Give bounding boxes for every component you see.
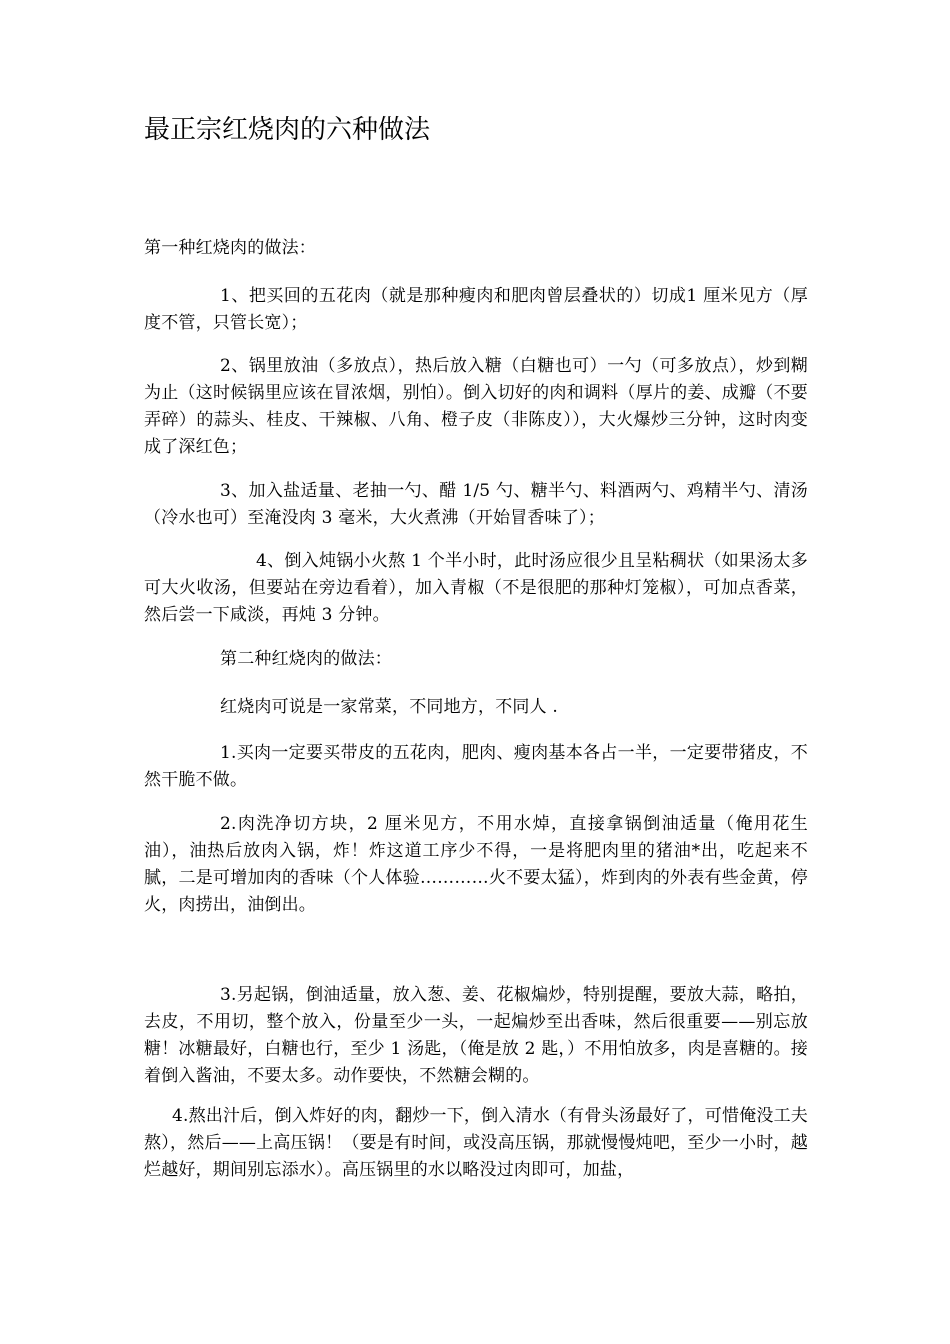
- paragraph-m2-step-3: 3.另起锅，倒油适量，放入葱、姜、花椒煸炒，特别提醒，要放大蒜，略拍，去皮，不用切，整个放入，份量至少一头，一起煸炒至出香味，然后很重要——别忘放糖！冰糖最好，白糖也行，至少 1 汤匙，（俺是放 2 匙，）不用怕放多，肉是喜糖的。接着倒入酱油，不要太多。动作要快，不然糖会糊的。: [144, 985, 808, 1086]
- paragraph-m2-step-2: 2.肉洗净切方块，2 厘米见方，不用水焯，直接拿锅倒油适量（俺用花生油），油热后放肉入锅，炸！炸这道工序少不得，一是将肥肉里的猪油*出，吃起来不腻，二是可增加肉的香味（个人体验…………火不要太猛），炸到肉的外表有些金黄，停火，肉捞出，油倒出。: [144, 814, 808, 915]
- paragraph-m2-step-1: 1.买肉一定要买带皮的五花肉，肥肉、瘦肉基本各占一半，一定要带猪皮，不然干脆不做。: [144, 743, 808, 790]
- paragraph-step-1: 1、把买回的五花肉（就是那种瘦肉和肥肉曾层叠状的）切成1 厘米见方（厚度不管，只管长宽）；: [144, 286, 808, 333]
- paragraph-intro: 红烧肉可说是一家常菜，不同地方，不同人 .: [220, 697, 559, 717]
- section-heading-method-1: 第一种红烧肉的做法：: [144, 238, 316, 258]
- paragraph-m2-step-4: 4.熬出汁后，倒入炸好的肉，翻炒一下，倒入清水（有骨头汤最好了，可惜俺没工夫熬），然后——上高压锅！（要是有时间，或没高压锅，那就慢慢炖吧，至少一小时，越烂越好，期间别忘添水）。高压锅里的水以略没过肉即可，加盐，: [144, 1106, 808, 1180]
- section-heading-method-2: 第二种红烧肉的做法：: [220, 649, 392, 669]
- paragraph-step-3: 3、加入盐适量、老抽一勺、醋 1/5 勺、糖半勺、料酒两勺、鸡精半勺、清汤（冷水也可）至淹没肉 3 毫米，大火煮沸（开始冒香味了）；: [144, 481, 808, 528]
- paragraph-step-2: 2、锅里放油（多放点），热后放入糖（白糖也可）一勺（可多放点），炒到糊为止（这时候锅里应该在冒浓烟，别怕）。倒入切好的肉和调料（厚片的姜、成瓣（不要弄碎）的蒜头、桂皮、干辣椒、八角、橙子皮（非陈皮）），大火爆炒三分钟，这时肉变成了深红色；: [144, 356, 808, 457]
- paragraph-step-4: 4、倒入炖锅小火熬 1 个半小时，此时汤应很少且呈粘稠状（如果汤太多可大火收汤，但要站在旁边看着），加入青椒（不是很肥的那种灯笼椒），可加点香菜，然后尝一下咸淡，再炖 3 分钟。: [144, 551, 808, 625]
- document-title: 最正宗红烧肉的六种做法: [144, 115, 431, 145]
